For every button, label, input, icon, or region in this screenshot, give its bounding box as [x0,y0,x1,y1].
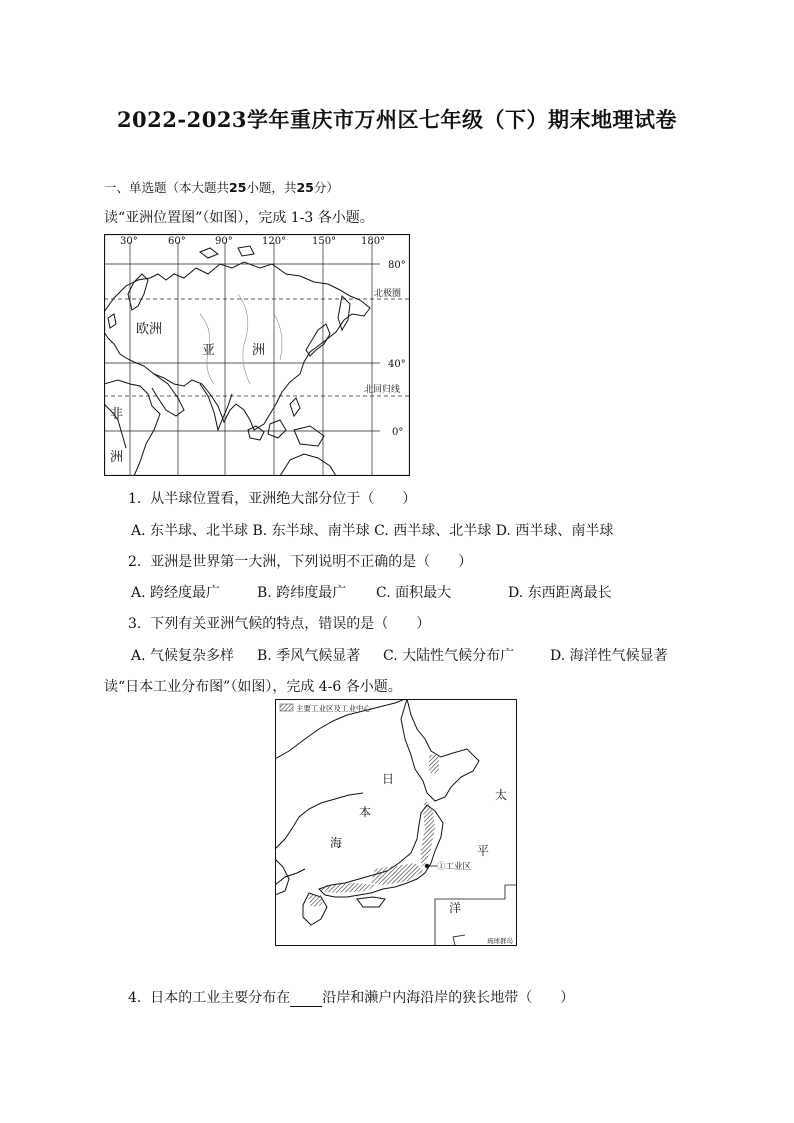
lon-label-150: 150° [312,236,337,247]
sea-char-2: 本 [359,805,372,819]
ryukyu-label: 琉球群岛 [487,937,513,945]
question-3-number: 3. [128,616,142,632]
question-4-text-before: 日本的工业主要分布在 [150,990,291,1006]
intro-japan-map: 读“日本工业分布图”（如图），完成 4-6 各小题。 [104,679,402,695]
label-asia-2: 洲 [252,343,266,358]
japan-industry-map [275,699,517,946]
question-1-options [131,520,613,540]
asia-location-map [104,234,410,476]
q3-option-d[interactable]: D. 海洋性气候显著 [550,648,668,664]
section-count-1: 25 [229,180,247,195]
lat-label-40: 40° [388,359,406,370]
section-suffix: 分） [313,180,339,195]
sea-char-3: 海 [330,836,343,850]
label-africa-1: 非 [110,407,124,422]
q2-option-b[interactable]: B. 跨纬度最广 [257,585,347,601]
q2-option-d[interactable]: D. 东西距离最长 [508,585,612,601]
tropic-cancer-label: 北回归线 [364,385,401,395]
intro-asia-map: 读“亚洲位置图”（如图），完成 1-3 各小题。 [104,210,374,226]
legend-swatch [280,704,293,711]
question-4 [128,987,574,1007]
label-europe: 欧洲 [136,322,163,337]
ocean-char-3: 洋 [449,901,462,915]
legend-label: 主要工业区及工业中心 [296,704,371,713]
q3-option-c[interactable]: C. 大陆性气候分布广 [383,648,515,664]
section-prefix: 一、单选题（本大题共 [104,180,230,195]
lon-label-60: 60° [168,236,186,247]
question-1-number: 1. [128,491,142,507]
lat-label-80: 80° [388,260,406,271]
question-1 [128,488,416,508]
question-2 [128,551,472,571]
question-3-text: 下列有关亚洲气候的特点，错误的是（ ） [150,616,431,632]
q1-option-c[interactable]: C. 西半球、北半球 [374,523,492,539]
q1-option-d[interactable]: D. 西半球、南半球 [495,523,614,539]
q1-option-b[interactable]: B. 东半球、南半球 [252,523,370,539]
ocean-char-1: 太 [495,788,508,802]
lon-label-120: 120° [262,236,287,247]
section-count-2: 25 [296,180,314,195]
question-4-number: 4. [128,990,142,1006]
sea-char-1: 日 [382,772,395,786]
question-4-blank[interactable] [290,992,322,1007]
lat-label-0: 0° [392,427,404,438]
page-title: 2022-2023学年重庆市万州区七年级（下）期末地理试卷 [116,107,678,132]
question-4-text-after: 沿岸和濑户内海沿岸的狭长地带（ ） [322,990,575,1006]
q2-option-c[interactable]: C. 面积最大 [376,585,452,601]
lon-label-90: 90° [215,236,233,247]
lon-label-180: 180° [361,236,386,247]
q3-option-b[interactable]: B. 季风气候显著 [257,648,361,664]
lon-label-30: 30° [120,236,138,247]
industrial-area-label: ①工业区 [437,862,472,872]
industry-zone-hokkaido [429,755,439,773]
q1-option-a[interactable]: A. 东半球、北半球 [131,523,249,539]
ocean-char-2: 平 [477,844,490,858]
section-heading [104,178,339,196]
label-asia-1: 亚 [202,343,216,358]
question-1-text: 从半球位置看，亚洲绝大部分位于（ ） [150,491,417,507]
question-2-number: 2. [128,554,142,570]
section-mid: 小题，共 [246,180,297,195]
q3-option-a[interactable]: A. 气候复杂多样 [131,648,235,664]
arctic-circle-label: 北极圈 [374,289,402,299]
question-2-text: 亚洲是世界第一大洲，下列说明不正确的是（ ） [150,554,473,570]
q2-option-a[interactable]: A. 跨经度最广 [131,585,221,601]
industrial-area-marker [425,864,429,868]
label-africa-2: 洲 [110,450,124,465]
question-3 [128,613,430,633]
